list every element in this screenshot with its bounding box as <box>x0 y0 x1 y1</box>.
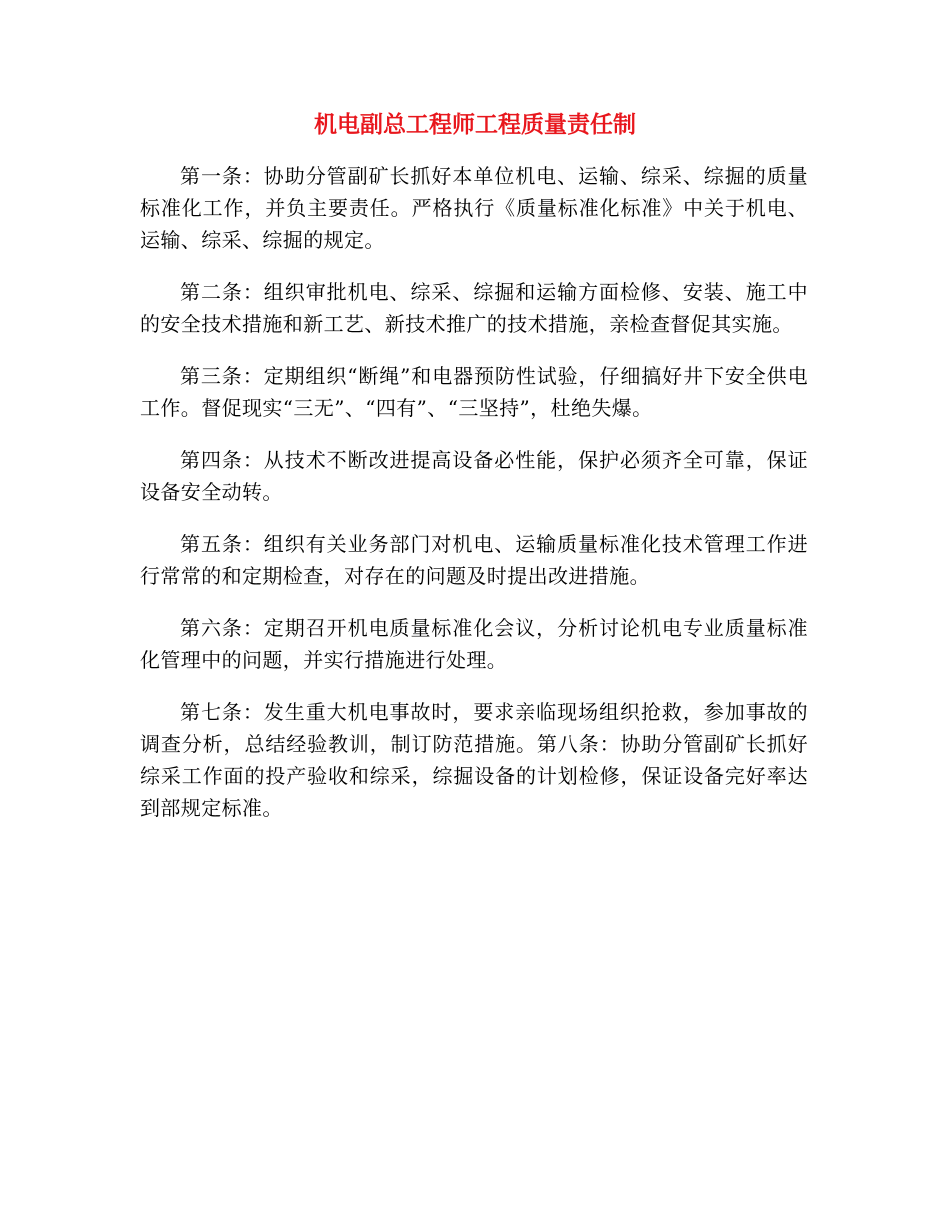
article-4-paragraph: 第四条：从技术不断改进提高设备必性能，保护必须齐全可靠，保证设备安全动转。 <box>140 448 808 504</box>
article-6-paragraph: 第六条：定期召开机电质量标准化会议，分析讨论机电专业质量标准化管理中的问题，并实行措施进行处理。 <box>140 616 808 672</box>
article-1-paragraph: 第一条：协助分管副矿长抓好本单位机电、运输、综采、综掘的质量标准化工作，并负主要责任。严格执行《质量标准化标准》中关于机电、运输、综采、综掘的规定。 <box>140 164 808 252</box>
article-5-paragraph: 第五条：组织有关业务部门对机电、运输质量标准化技术管理工作进行常常的和定期检查，对存在的问题及时提出改进措施。 <box>140 532 808 588</box>
article-2-paragraph: 第二条：组织审批机电、综采、综掘和运输方面检修、安装、施工中的安全技术措施和新工艺、新技术推广的技术措施，亲检查督促其实施。 <box>140 280 808 336</box>
document-title: 机电副总工程师工程质量责任制 <box>314 112 636 138</box>
document-body <box>140 160 808 844</box>
article-7-8-paragraph: 第七条：发生重大机电事故时，要求亲临现场组织抢救，参加事故的调查分析，总结经验教训，制订防范措施。第八条：协助分管副矿长抓好综采工作面的投产验收和综采，综掘设备的计划检修，保证设备完好率达到部规定标准。 <box>140 700 808 820</box>
article-3-paragraph: 第三条：定期组织“断绳”和电器预防性试验，仔细搞好井下安全供电工作。督促现实“三无”、“四有”、“三坚持”，杜绝失爆。 <box>140 364 808 420</box>
